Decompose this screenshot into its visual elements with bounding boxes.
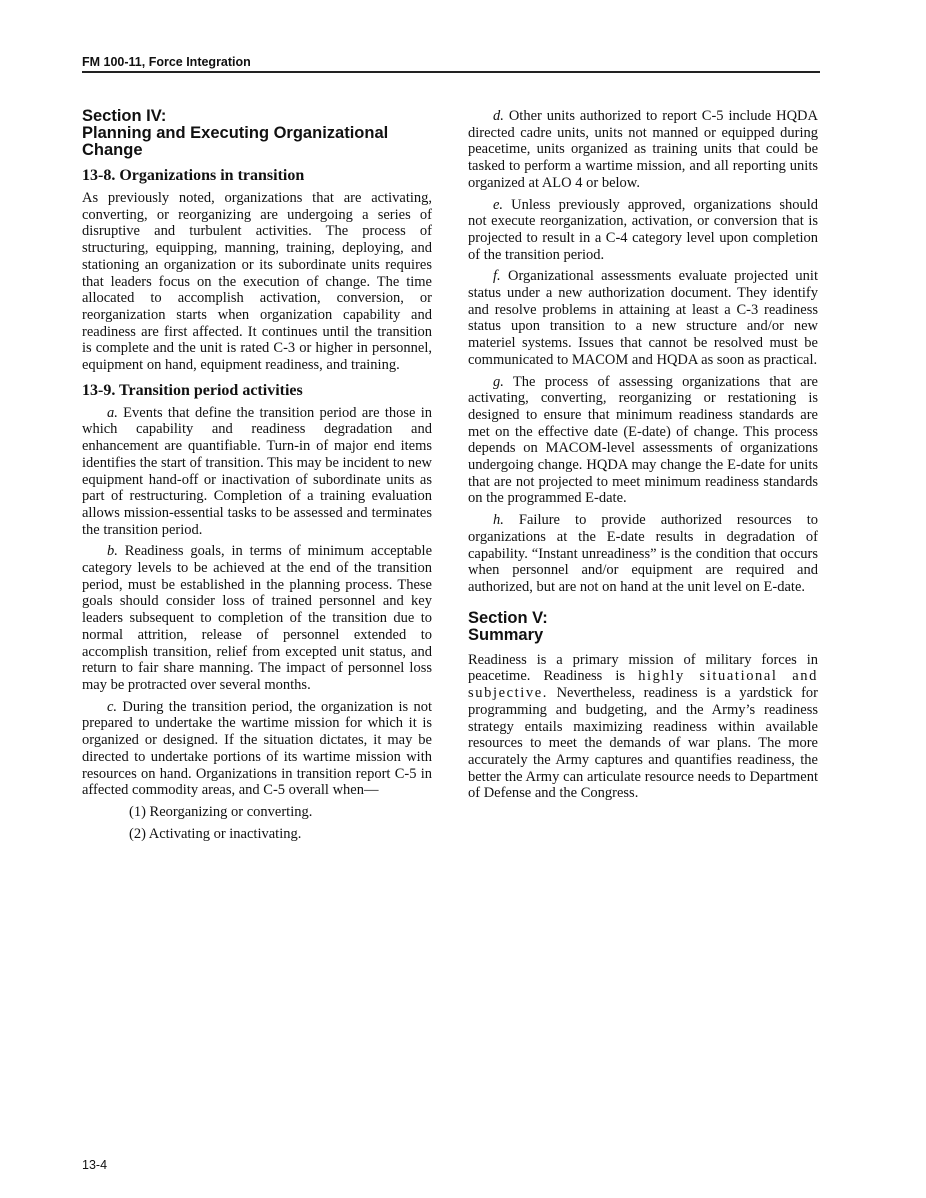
paragraph-13-9-d <box>468 108 818 192</box>
paragraph-text: Events that define the transition period are those in which capability and readiness degradation and enhancement are quantifiable. Turn-in of major end items identifies the start of transition. This may be incident to new equipment hand-off or inactivation of subordinate units as part of restructuring. Completion of a training evaluation allows mission-essential tasks to be assessed and terminates the transition period. <box>82 404 433 538</box>
section-5-title: Summary <box>468 625 544 644</box>
section-5-label: Section V: <box>468 608 548 627</box>
list-item-1: (1) Reorganizing or converting. <box>129 803 313 820</box>
left-column <box>82 108 432 847</box>
paragraph-13-9-c <box>82 699 432 799</box>
paragraph-letter: b. <box>107 543 118 560</box>
paragraph-letter: a. <box>107 404 118 421</box>
paragraph-13-9-g <box>468 374 818 508</box>
paragraph-letter: c. <box>107 698 118 715</box>
paragraph-letter: h. <box>493 512 504 529</box>
section-4-heading <box>82 108 432 159</box>
paragraph-13-9-f <box>468 268 818 368</box>
right-column <box>468 108 818 807</box>
paragraph-text: Unless previously approved, organizations should not execute reorganization, activation, or conversion that is projected to result in a C-4 category level upon completion of the transition period. <box>468 196 818 263</box>
page-number: 13-4 <box>82 1158 108 1172</box>
section-4-label: Section IV: <box>82 107 167 125</box>
paragraph-text: Failure to provide authorized resources to organizations at the E-date results in degradation of capability. “Instant unreadiness” is the condition that occurs when personnel and/or equipment are required and authorized, but are not on hand at the unit level on E-date. <box>468 512 818 595</box>
section-5-heading <box>468 610 818 644</box>
paragraph-text: Readiness goals, in terms of minimum acceptable category levels to be achieved at the end of the transition period, must be established in the planning process. These goals should consider loss of trained personnel and key leaders subsequent to completion of the transition due to normal attrition, release of personnel extended to accomplish transition, relief from excepted unit status, and return to fair share manning. The impact of personnel loss may be protracted over several months. <box>82 543 432 693</box>
summary-text-start: Readiness is a primary mission of military forces in peacetime. Readiness is <box>468 651 818 685</box>
heading-13-8: 13-8. Organizations in transition <box>82 167 305 184</box>
summary-text-spaced: highly situational and subjective. <box>468 668 818 702</box>
paragraph-text: The process of assessing organizations that are activating, converting, reorganizing or restationing is designed to ensure that minimum readiness standards are met on the effective date (E-date) of change. This process depends on MACOM-level assessments of organizations undergoing change. HQDA may change the E-date for units that are not projected to meet minimum readiness standards on the programmed E-date. <box>468 373 818 507</box>
summary-text-end: Nevertheless, readiness is a yardstick for programming and budgeting, and the Army’s readiness strategy entails maximizing readiness within available resources to meet the demands of war plans. The more accurately the Army captures and quantifies readiness, the better the Army can articulate resource needs to Department of Defense and the Congress. <box>468 685 818 802</box>
paragraph-letter: e. <box>493 196 504 213</box>
running-header: FM 100-11, Force Integration <box>82 55 820 73</box>
paragraph-13-9-b <box>82 543 432 693</box>
paragraph-13-9-e <box>468 197 818 264</box>
list-item-2: (2) Activating or inactivating. <box>129 825 302 842</box>
paragraph-text: Other units authorized to report C-5 include HQDA directed cadre units, units not manned or equipped during peacetime, units organized as training units that could be tasked to perform a wartime mission, and all reporting units organized at ALO 4 or below. <box>468 108 818 191</box>
paragraph-text: During the transition period, the organization is not prepared to undertake the wartime mission for which it is organized or designed. If the situation dictates, it may be directed to undertake portions of its wartime mission with resources on hand. Organizations in transition report C-5 in affected commodity areas, and C-5 overall when— <box>82 698 433 799</box>
paragraph-letter: f. <box>493 268 501 285</box>
paragraph-letter: d. <box>493 108 504 124</box>
paragraph-13-9-a <box>82 405 432 539</box>
paragraph-text: Organizational assessments evaluate projected unit status under a new authorization document. They identify and resolve problems in attaining at least a C-3 readiness status upon transition to a new structure and/or new materiel systems. Issues that cannot be resolved must be communicated to MACOM and HQDA as soon as practical. <box>468 268 818 368</box>
paragraph-13-8: As previously noted, organizations that are activating, converting, or reorganizing are undergoing a series of disruptive and turbulent activities. The process of structuring, equipping, manning, training, deploying, and stationing an organization or its subordinate units requires that leaders focus on the execution of change. The time allocated to accomplish activation, conversion, or reorganization starts when organization capability and readiness are first affected. It continues until the transition is complete and the unit is rated C-3 or higher in personnel, equipment on hand, equipment readiness, and training. <box>82 190 432 374</box>
paragraph-13-9-h <box>468 512 818 596</box>
section-4-title: Planning and Executing Organizational Change <box>82 124 389 159</box>
heading-13-9: 13-9. Transition period activities <box>82 381 303 399</box>
paragraph-letter: g. <box>493 373 504 390</box>
summary-paragraph <box>468 652 818 802</box>
